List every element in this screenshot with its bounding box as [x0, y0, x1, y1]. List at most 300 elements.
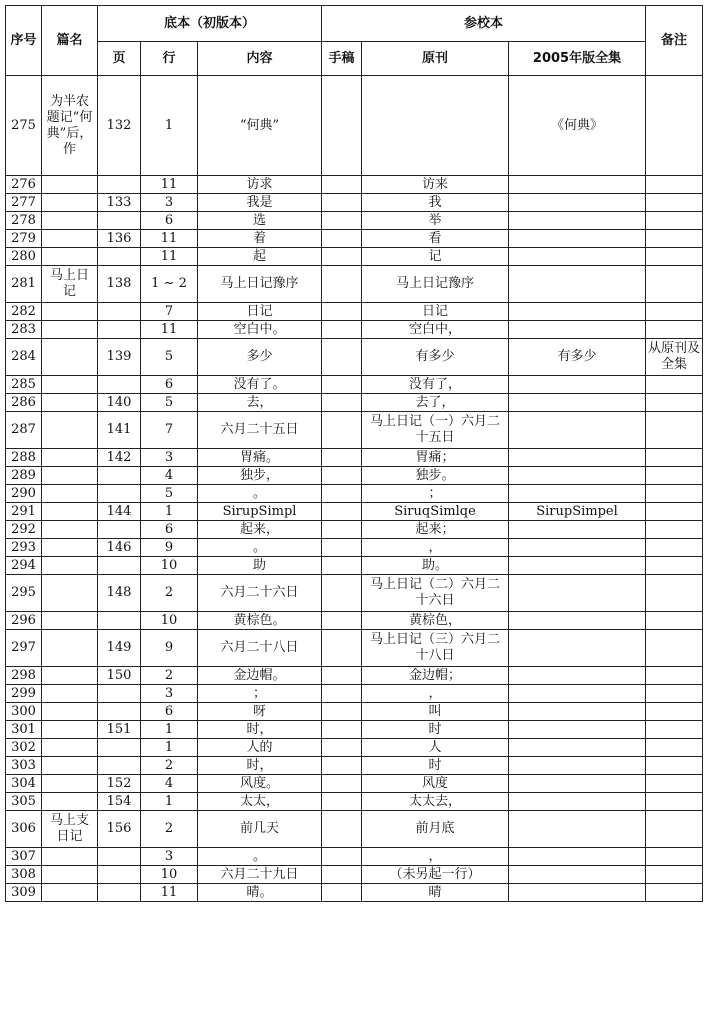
cell-ed2005	[509, 703, 646, 721]
table-row	[6, 449, 703, 467]
cell-page: 144	[98, 503, 141, 521]
cell-content: 助	[198, 557, 322, 575]
cell-ed2005	[509, 321, 646, 339]
cell-remark	[646, 612, 703, 630]
table-row	[6, 539, 703, 557]
cell-no: 284	[6, 339, 42, 376]
table-row	[6, 848, 703, 866]
cell-page: 156	[98, 811, 141, 848]
cell-original: 日记	[362, 303, 509, 321]
cell-original: 时	[362, 721, 509, 739]
cell-title	[42, 775, 98, 793]
cell-title	[42, 557, 98, 575]
cell-line: 2	[141, 811, 198, 848]
cell-title	[42, 248, 98, 266]
cell-content: SirupSimpl	[198, 503, 322, 521]
header-title: 篇名	[42, 6, 98, 76]
cell-page	[98, 848, 141, 866]
table-row	[6, 757, 703, 775]
table-row	[6, 521, 703, 539]
cell-ed2005	[509, 811, 646, 848]
table-row	[6, 793, 703, 811]
cell-remark	[646, 303, 703, 321]
cell-original: 晴	[362, 884, 509, 902]
cell-manuscript	[322, 503, 362, 521]
cell-page: 136	[98, 230, 141, 248]
cell-original: 举	[362, 212, 509, 230]
table-row	[6, 194, 703, 212]
table-row	[6, 485, 703, 503]
cell-ed2005	[509, 848, 646, 866]
cell-no: 278	[6, 212, 42, 230]
cell-remark	[646, 412, 703, 449]
cell-page: 146	[98, 539, 141, 557]
cell-page: 151	[98, 721, 141, 739]
cell-manuscript	[322, 412, 362, 449]
cell-page: 132	[98, 76, 141, 176]
cell-title	[42, 230, 98, 248]
cell-title	[42, 721, 98, 739]
cell-manuscript	[322, 757, 362, 775]
cell-line: 11	[141, 321, 198, 339]
cell-original: ，	[362, 685, 509, 703]
cell-remark	[646, 721, 703, 739]
cell-title	[42, 521, 98, 539]
cell-ed2005: 有多少	[509, 339, 646, 376]
cell-ed2005	[509, 412, 646, 449]
cell-content: 人的	[198, 739, 322, 757]
cell-manuscript	[322, 467, 362, 485]
cell-ed2005	[509, 612, 646, 630]
cell-manuscript	[322, 575, 362, 612]
cell-title	[42, 303, 98, 321]
cell-original: ，	[362, 848, 509, 866]
cell-original: 看	[362, 230, 509, 248]
cell-remark	[646, 266, 703, 303]
cell-no: 301	[6, 721, 42, 739]
cell-page	[98, 884, 141, 902]
cell-page	[98, 685, 141, 703]
cell-content: 。	[198, 485, 322, 503]
cell-title	[42, 739, 98, 757]
cell-remark: 从原刊及全集	[646, 339, 703, 376]
header-original: 原刊	[362, 42, 509, 76]
cell-remark	[646, 503, 703, 521]
cell-no: 282	[6, 303, 42, 321]
cell-page	[98, 467, 141, 485]
cell-content: 。	[198, 848, 322, 866]
cell-original: 马上日记（二）六月二十六日	[362, 575, 509, 612]
cell-title	[42, 539, 98, 557]
cell-line: 7	[141, 303, 198, 321]
cell-line: 1	[141, 793, 198, 811]
cell-ed2005	[509, 376, 646, 394]
table-row	[6, 612, 703, 630]
cell-ed2005	[509, 539, 646, 557]
cell-manuscript	[322, 612, 362, 630]
cell-no: 307	[6, 848, 42, 866]
cell-remark	[646, 667, 703, 685]
cell-remark	[646, 739, 703, 757]
cell-no: 291	[6, 503, 42, 521]
cell-page: 154	[98, 793, 141, 811]
cell-page	[98, 248, 141, 266]
cell-line: 2	[141, 757, 198, 775]
cell-title	[42, 485, 98, 503]
cell-original: ，	[362, 539, 509, 557]
cell-line: 6	[141, 521, 198, 539]
cell-line: 6	[141, 703, 198, 721]
cell-original: 金边帽；	[362, 667, 509, 685]
cell-ed2005	[509, 248, 646, 266]
cell-original: 去了，	[362, 394, 509, 412]
cell-page	[98, 739, 141, 757]
cell-page: 138	[98, 266, 141, 303]
cell-page	[98, 703, 141, 721]
cell-ed2005	[509, 721, 646, 739]
cell-page: 152	[98, 775, 141, 793]
cell-remark	[646, 775, 703, 793]
cell-remark	[646, 212, 703, 230]
cell-title	[42, 412, 98, 449]
cell-manuscript	[322, 212, 362, 230]
cell-title	[42, 321, 98, 339]
cell-ed2005	[509, 757, 646, 775]
cell-page	[98, 612, 141, 630]
cell-line: 2	[141, 575, 198, 612]
cell-content: 时，	[198, 721, 322, 739]
cell-original: 空白中，	[362, 321, 509, 339]
cell-line: 11	[141, 230, 198, 248]
cell-remark	[646, 793, 703, 811]
cell-title	[42, 194, 98, 212]
header-remark: 备注	[646, 6, 703, 76]
cell-manuscript	[322, 739, 362, 757]
cell-original: 我	[362, 194, 509, 212]
cell-ed2005	[509, 194, 646, 212]
cell-original: ；	[362, 485, 509, 503]
cell-title	[42, 394, 98, 412]
collation-table	[5, 5, 703, 902]
cell-title	[42, 376, 98, 394]
cell-content: ；	[198, 685, 322, 703]
cell-content: 访求	[198, 176, 322, 194]
cell-manuscript	[322, 339, 362, 376]
cell-ed2005	[509, 575, 646, 612]
cell-title	[42, 757, 98, 775]
cell-ed2005: SirupSimpel	[509, 503, 646, 521]
cell-no: 303	[6, 757, 42, 775]
cell-line: 10	[141, 866, 198, 884]
cell-manuscript	[322, 667, 362, 685]
cell-original: 起来；	[362, 521, 509, 539]
cell-title	[42, 667, 98, 685]
table-row	[6, 721, 703, 739]
cell-line: 4	[141, 467, 198, 485]
cell-content: 起	[198, 248, 322, 266]
cell-ed2005	[509, 739, 646, 757]
cell-no: 285	[6, 376, 42, 394]
cell-line: 1	[141, 721, 198, 739]
cell-content: 独步，	[198, 467, 322, 485]
header-ed2005: 2005年版全集	[509, 42, 646, 76]
cell-title	[42, 703, 98, 721]
cell-remark	[646, 449, 703, 467]
cell-title	[42, 866, 98, 884]
cell-title	[42, 793, 98, 811]
cell-line: 4	[141, 775, 198, 793]
cell-ed2005	[509, 793, 646, 811]
table-row	[6, 630, 703, 667]
cell-line: 1	[141, 503, 198, 521]
table-row	[6, 303, 703, 321]
table-row	[6, 775, 703, 793]
cell-no: 288	[6, 449, 42, 467]
cell-manuscript	[322, 194, 362, 212]
table-row	[6, 321, 703, 339]
cell-manuscript	[322, 176, 362, 194]
table-row	[6, 685, 703, 703]
cell-page: 133	[98, 194, 141, 212]
cell-ed2005: 《何典》	[509, 76, 646, 176]
cell-title: 马上支日记	[42, 811, 98, 848]
cell-content: 晴。	[198, 884, 322, 902]
cell-remark	[646, 394, 703, 412]
cell-original: 人	[362, 739, 509, 757]
cell-ed2005	[509, 685, 646, 703]
cell-no: 276	[6, 176, 42, 194]
cell-remark	[646, 685, 703, 703]
cell-line: 9	[141, 539, 198, 557]
cell-no: 292	[6, 521, 42, 539]
table-row	[6, 212, 703, 230]
cell-page	[98, 376, 141, 394]
cell-line: 3	[141, 449, 198, 467]
table-header	[6, 6, 703, 76]
cell-title	[42, 176, 98, 194]
cell-content: 起来，	[198, 521, 322, 539]
cell-remark	[646, 757, 703, 775]
cell-content: 马上日记豫序	[198, 266, 322, 303]
cell-original: （未另起一行）	[362, 866, 509, 884]
cell-page: 148	[98, 575, 141, 612]
cell-manuscript	[322, 866, 362, 884]
header-seq: 序号	[6, 6, 42, 76]
cell-original: 马上日记豫序	[362, 266, 509, 303]
cell-no: 289	[6, 467, 42, 485]
cell-manuscript	[322, 793, 362, 811]
cell-page: 150	[98, 667, 141, 685]
cell-title	[42, 449, 98, 467]
table-row	[6, 811, 703, 848]
cell-manuscript	[322, 485, 362, 503]
cell-original: 胃痛；	[362, 449, 509, 467]
cell-page	[98, 176, 141, 194]
cell-content: 胃痛。	[198, 449, 322, 467]
header-line: 行	[141, 42, 198, 76]
cell-ed2005	[509, 630, 646, 667]
cell-original: 独步。	[362, 467, 509, 485]
cell-line: 5	[141, 485, 198, 503]
cell-no: 281	[6, 266, 42, 303]
cell-content: 六月二十六日	[198, 575, 322, 612]
cell-no: 294	[6, 557, 42, 575]
table-row	[6, 667, 703, 685]
cell-page: 140	[98, 394, 141, 412]
cell-original	[362, 76, 509, 176]
cell-manuscript	[322, 394, 362, 412]
cell-no: 290	[6, 485, 42, 503]
cell-page: 139	[98, 339, 141, 376]
cell-ed2005	[509, 557, 646, 575]
cell-original: 记	[362, 248, 509, 266]
cell-remark	[646, 376, 703, 394]
cell-line: 3	[141, 194, 198, 212]
cell-page	[98, 521, 141, 539]
cell-manuscript	[322, 703, 362, 721]
table-row	[6, 76, 703, 176]
cell-line: 3	[141, 848, 198, 866]
cell-manuscript	[322, 230, 362, 248]
cell-original: 叫	[362, 703, 509, 721]
cell-no: 279	[6, 230, 42, 248]
cell-ed2005	[509, 485, 646, 503]
cell-line: 6	[141, 376, 198, 394]
cell-line: 1	[141, 76, 198, 176]
cell-original: 有多少	[362, 339, 509, 376]
cell-line: 1 ~ 2	[141, 266, 198, 303]
cell-remark	[646, 557, 703, 575]
cell-manuscript	[322, 76, 362, 176]
cell-no: 280	[6, 248, 42, 266]
cell-manuscript	[322, 721, 362, 739]
header-content: 内容	[198, 42, 322, 76]
cell-no: 296	[6, 612, 42, 630]
cell-no: 304	[6, 775, 42, 793]
cell-title	[42, 212, 98, 230]
cell-page	[98, 485, 141, 503]
cell-title: 为半农题记“何典”后，作	[42, 76, 98, 176]
table-row	[6, 739, 703, 757]
cell-content: 前几天	[198, 811, 322, 848]
table-row	[6, 866, 703, 884]
cell-content: 多少	[198, 339, 322, 376]
cell-remark	[646, 230, 703, 248]
cell-remark	[646, 248, 703, 266]
cell-remark	[646, 866, 703, 884]
cell-ed2005	[509, 230, 646, 248]
cell-original: 黄棕色，	[362, 612, 509, 630]
cell-no: 306	[6, 811, 42, 848]
cell-page	[98, 212, 141, 230]
cell-page	[98, 303, 141, 321]
cell-ed2005	[509, 866, 646, 884]
cell-content: 时，	[198, 757, 322, 775]
cell-no: 305	[6, 793, 42, 811]
cell-remark	[646, 703, 703, 721]
cell-line: 9	[141, 630, 198, 667]
cell-manuscript	[322, 685, 362, 703]
cell-content: 六月二十五日	[198, 412, 322, 449]
cell-no: 298	[6, 667, 42, 685]
cell-remark	[646, 321, 703, 339]
cell-line: 11	[141, 176, 198, 194]
cell-no: 275	[6, 76, 42, 176]
cell-original: 前月底	[362, 811, 509, 848]
cell-no: 300	[6, 703, 42, 721]
header-collate: 参校本	[322, 6, 646, 42]
cell-title	[42, 685, 98, 703]
cell-title	[42, 575, 98, 612]
cell-ed2005	[509, 884, 646, 902]
cell-page	[98, 557, 141, 575]
cell-remark	[646, 485, 703, 503]
cell-line: 10	[141, 612, 198, 630]
cell-manuscript	[322, 848, 362, 866]
cell-no: 302	[6, 739, 42, 757]
table-row	[6, 467, 703, 485]
cell-ed2005	[509, 266, 646, 303]
cell-no: 308	[6, 866, 42, 884]
cell-original: SiruqSimlqe	[362, 503, 509, 521]
cell-line: 5	[141, 339, 198, 376]
cell-manuscript	[322, 449, 362, 467]
cell-page: 141	[98, 412, 141, 449]
cell-manuscript	[322, 884, 362, 902]
cell-manuscript	[322, 248, 362, 266]
cell-no: 309	[6, 884, 42, 902]
cell-content: 日记	[198, 303, 322, 321]
cell-title	[42, 467, 98, 485]
cell-page	[98, 321, 141, 339]
cell-ed2005	[509, 667, 646, 685]
table-row	[6, 503, 703, 521]
table-row	[6, 176, 703, 194]
table-row	[6, 376, 703, 394]
cell-line: 1	[141, 739, 198, 757]
cell-line: 5	[141, 394, 198, 412]
cell-page: 142	[98, 449, 141, 467]
cell-content: “何典”	[198, 76, 322, 176]
cell-ed2005	[509, 212, 646, 230]
cell-content: 金边帽。	[198, 667, 322, 685]
cell-content: 空白中。	[198, 321, 322, 339]
cell-title	[42, 503, 98, 521]
cell-no: 299	[6, 685, 42, 703]
cell-content: 风度。	[198, 775, 322, 793]
cell-remark	[646, 521, 703, 539]
cell-content: 去，	[198, 394, 322, 412]
cell-original: 风度	[362, 775, 509, 793]
cell-title: 马上日记	[42, 266, 98, 303]
header-page: 页	[98, 42, 141, 76]
table-row	[6, 703, 703, 721]
table-row	[6, 248, 703, 266]
cell-no: 286	[6, 394, 42, 412]
cell-original: 访来	[362, 176, 509, 194]
cell-ed2005	[509, 394, 646, 412]
cell-manuscript	[322, 811, 362, 848]
cell-remark	[646, 848, 703, 866]
cell-remark	[646, 811, 703, 848]
cell-content: 呀	[198, 703, 322, 721]
cell-line: 7	[141, 412, 198, 449]
cell-line: 3	[141, 685, 198, 703]
cell-no: 295	[6, 575, 42, 612]
cell-manuscript	[322, 557, 362, 575]
cell-content: 六月二十八日	[198, 630, 322, 667]
table-row	[6, 266, 703, 303]
